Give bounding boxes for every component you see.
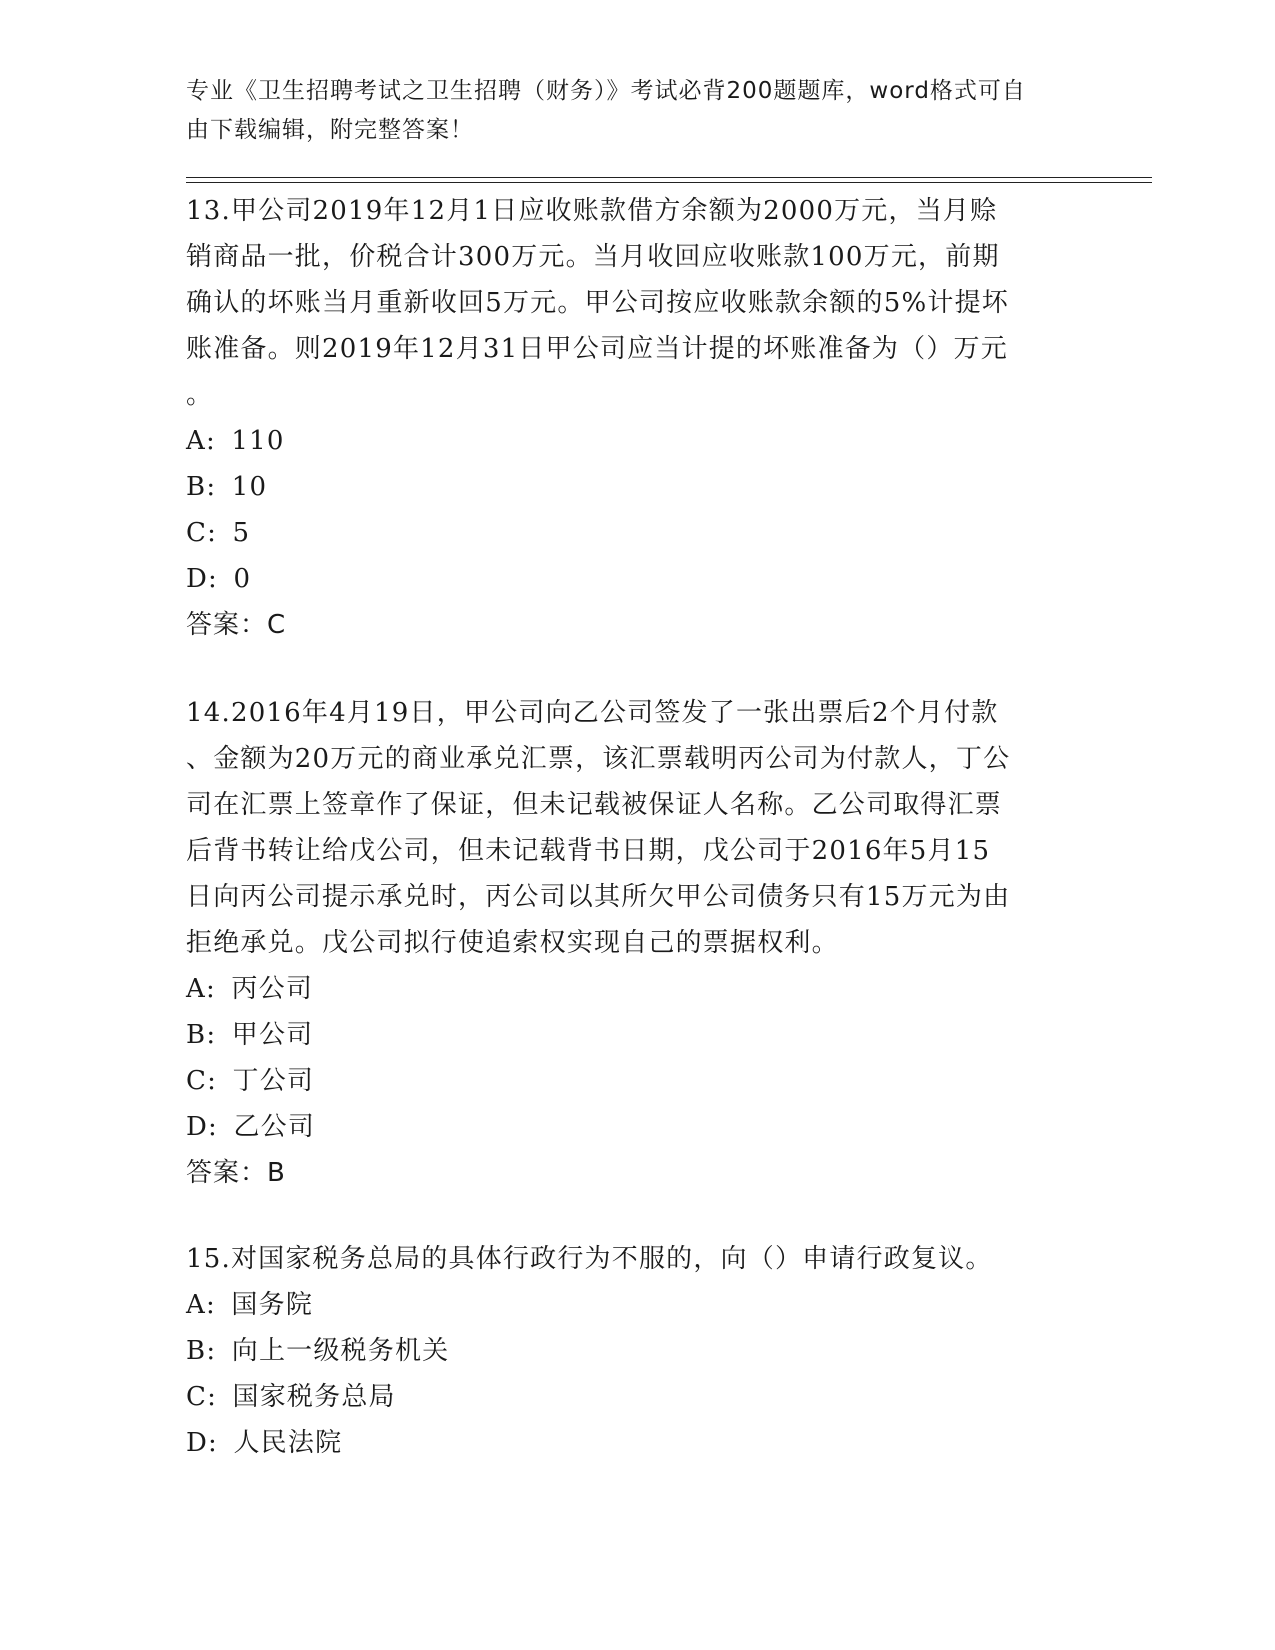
stem-line: 销商品一批，价税合计300万元。当月收回应收账款100万元，前期 [186, 242, 1000, 272]
option-d [186, 556, 1066, 602]
option-key: A [186, 1290, 206, 1320]
option-list [186, 966, 1066, 1150]
option-a [186, 418, 1066, 464]
option-key: C [186, 518, 208, 548]
question-stem [186, 188, 1066, 418]
stem-line: 15.对国家税务总局的具体行政行为不服的，向（）申请行政复议。 [186, 1244, 993, 1274]
option-separator: : [206, 1020, 217, 1050]
option-text: 0 [233, 564, 252, 594]
answer-line: 答案：C [186, 610, 287, 640]
answer-line: 答案：B [186, 1158, 286, 1188]
stem-line: 、金额为20万元的商业承兑汇票，该汇票载明丙公司为付款人，丁公 [186, 744, 1011, 774]
question-stem [186, 1236, 1066, 1282]
option-d [186, 1104, 1066, 1150]
option-d [186, 1420, 1066, 1466]
option-text: 甲公司 [231, 1020, 314, 1050]
option-text: 向上一级税务机关 [231, 1336, 450, 1366]
stem-line: 。 [186, 380, 214, 410]
option-separator: : [205, 426, 216, 456]
header-divider-top [186, 177, 1152, 178]
option-c [186, 510, 1066, 556]
option-key: C [186, 1382, 208, 1412]
stem-line: 司在汇票上签章作了保证，但未记载被保证人名称。乙公司取得汇票 [186, 790, 1003, 820]
option-key: A [186, 974, 206, 1004]
option-separator: : [206, 472, 217, 502]
option-a [186, 966, 1066, 1012]
option-text: 人民法院 [233, 1428, 343, 1458]
option-text: 10 [231, 472, 268, 502]
option-separator: : [207, 1066, 218, 1096]
option-text: 丁公司 [232, 1066, 315, 1096]
question-14 [186, 690, 1066, 1196]
option-separator: : [208, 1112, 219, 1142]
option-key: B [186, 1020, 207, 1050]
option-text: 国家税务总局 [232, 1382, 396, 1412]
header-line-1: 专业《卫生招聘考试之卫生招聘（财务）》考试必背200题题库，word格式可自 [186, 78, 1026, 104]
stem-line: 14.2016年4月19日，甲公司向乙公司签发了一张出票后2个月付款 [186, 698, 999, 728]
option-key: B [186, 472, 207, 502]
header-divider-bottom [186, 182, 1152, 183]
option-b [186, 1012, 1066, 1058]
option-text: 国务院 [231, 1290, 314, 1320]
document-header [186, 72, 1066, 150]
option-key: C [186, 1066, 208, 1096]
stem-line: 确认的坏账当月重新收回5万元。甲公司按应收账款余额的5%计提坏 [186, 288, 1009, 318]
option-text: 丙公司 [231, 974, 314, 1004]
option-separator: : [207, 518, 218, 548]
stem-line: 拒绝承兑。戊公司拟行使追索权实现自己的票据权利。 [186, 928, 839, 958]
option-separator: : [207, 1382, 218, 1412]
stem-line: 后背书转让给戊公司，但未记载背书日期，戊公司于2016年5月15 [186, 836, 991, 866]
option-separator: : [208, 564, 219, 594]
option-separator: : [206, 1336, 217, 1366]
option-b [186, 1328, 1066, 1374]
stem-line: 13.甲公司2019年12月1日应收账款借方余额为2000万元，当月赊 [186, 196, 998, 226]
option-key: D [186, 1112, 209, 1142]
header-line-2: 由下载编辑，附完整答案！ [186, 117, 474, 143]
option-key: B [186, 1336, 207, 1366]
option-c [186, 1058, 1066, 1104]
question-15 [186, 1236, 1066, 1466]
option-text: 5 [232, 518, 251, 548]
question-stem [186, 690, 1066, 966]
option-separator: : [205, 974, 216, 1004]
stem-line: 账准备。则2019年12月31日甲公司应当计提的坏账准备为（）万元 [186, 334, 1008, 364]
option-separator: : [208, 1428, 219, 1458]
option-b [186, 464, 1066, 510]
option-key: D [186, 1428, 209, 1458]
option-list [186, 1282, 1066, 1466]
option-text: 乙公司 [233, 1112, 316, 1142]
option-a [186, 1282, 1066, 1328]
stem-line: 日向丙公司提示承兑时，丙公司以其所欠甲公司债务只有15万元为由 [186, 882, 1011, 912]
option-key: D [186, 564, 209, 594]
option-c [186, 1374, 1066, 1420]
option-text: 110 [231, 426, 285, 456]
option-list [186, 418, 1066, 602]
option-key: A [186, 426, 206, 456]
option-separator: : [205, 1290, 216, 1320]
question-13 [186, 188, 1066, 648]
